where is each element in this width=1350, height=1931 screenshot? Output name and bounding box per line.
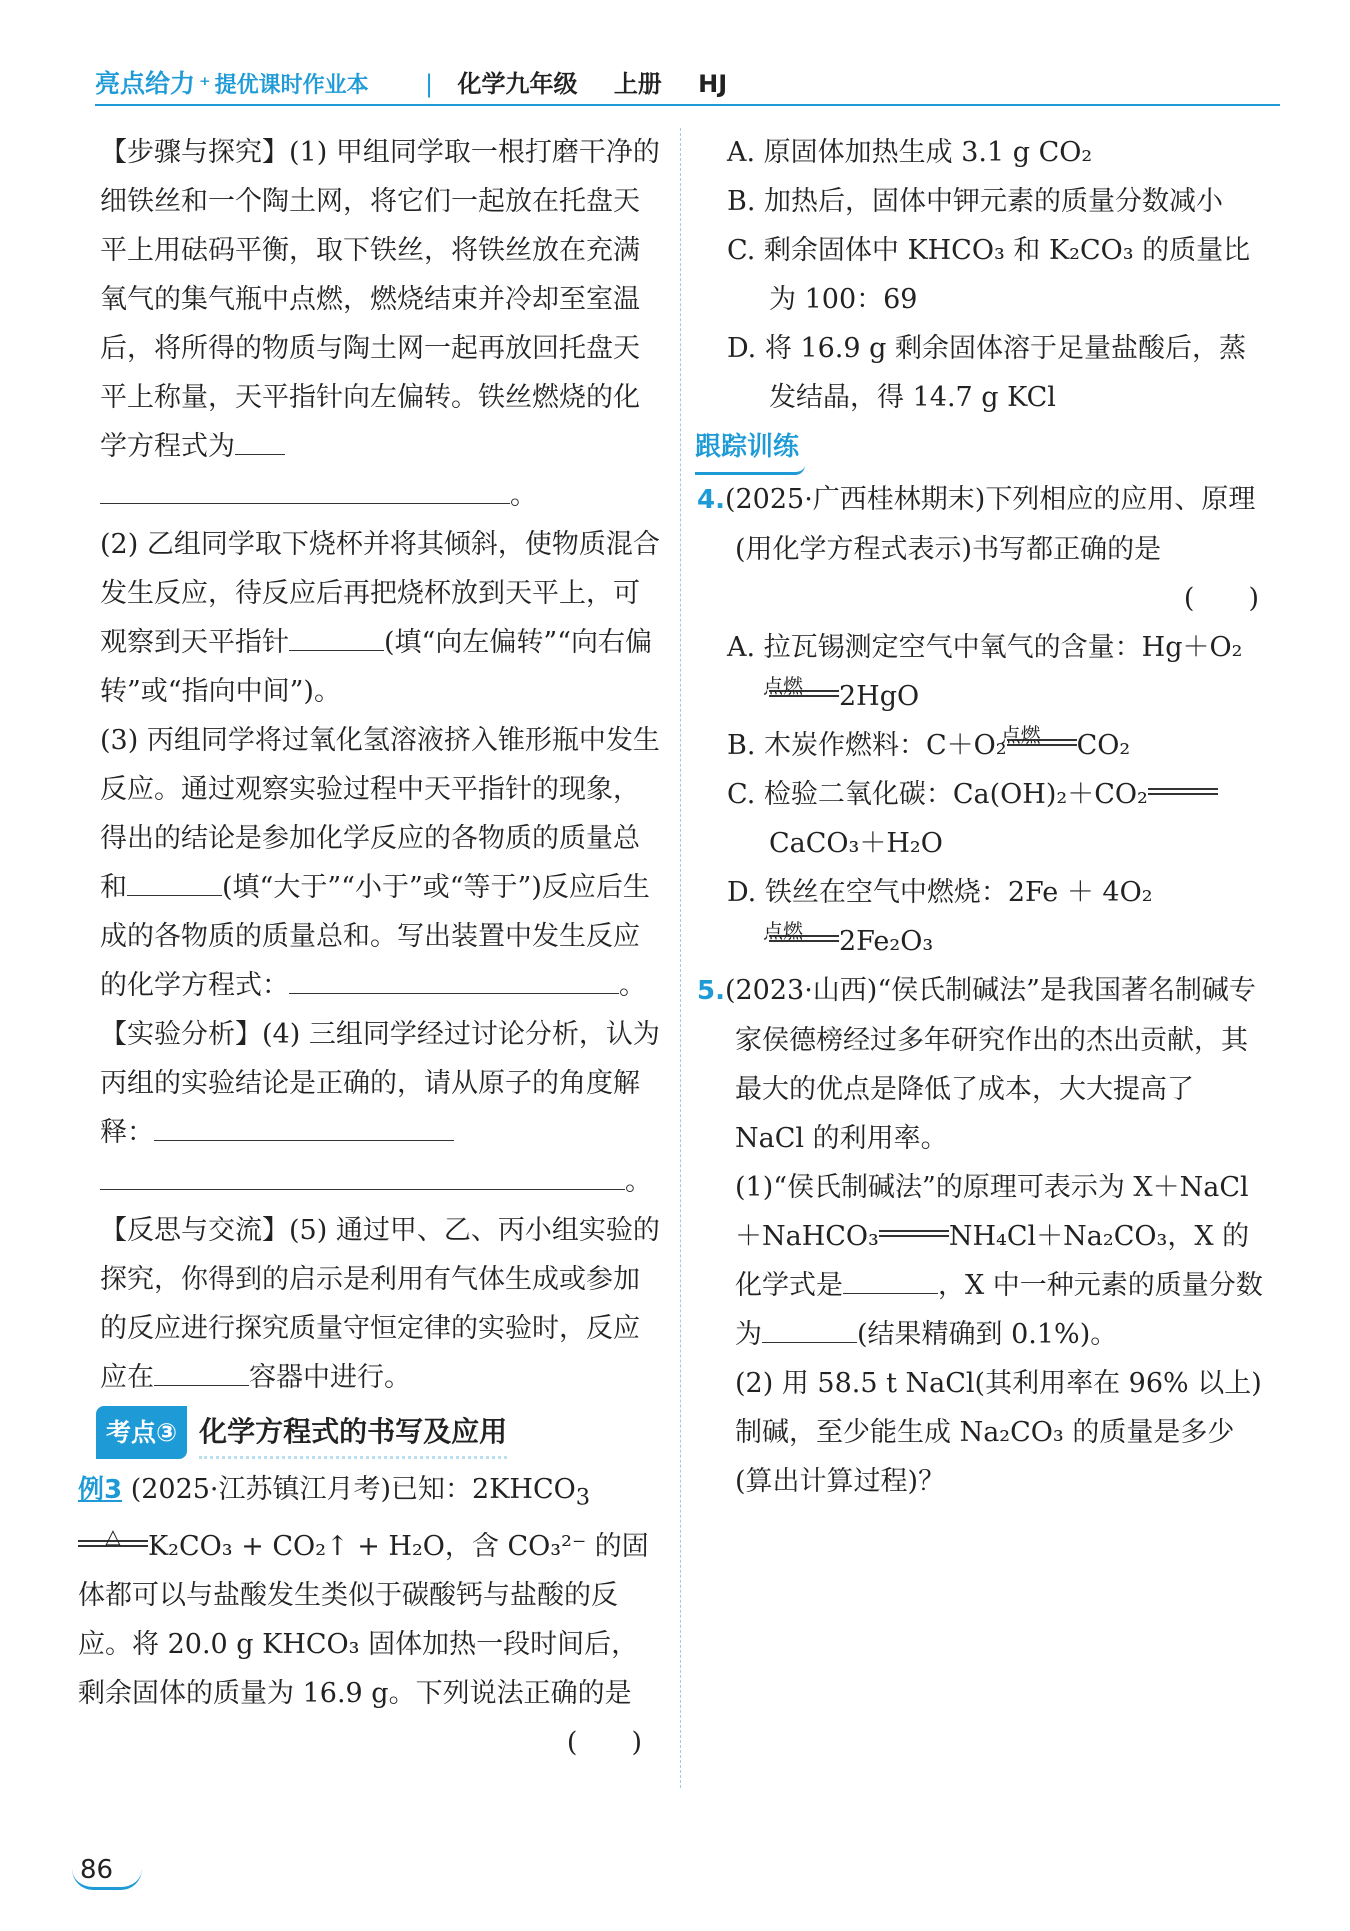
answer-blank[interactable]	[289, 622, 384, 651]
key-point-title: 化学方程式的书写及应用	[199, 1407, 507, 1459]
step-5	[100, 1206, 660, 1402]
reaction-condition	[78, 1524, 148, 1555]
q4-option-d	[697, 868, 1265, 966]
step-4-line: 。	[100, 1157, 660, 1206]
condition-label: 点燃	[763, 674, 803, 698]
answer-blank[interactable]	[127, 867, 222, 896]
header-subject: 化学九年级	[457, 70, 578, 98]
reaction-condition	[763, 919, 839, 950]
question-5-part-2: (2) 用 58.5 t NaCl(其利用率在 96% 以上)制碱，至少能生成 Na₂CO₃ 的质量是多少(算出计算过程)？	[735, 1368, 1262, 1497]
step-3-text: (3) 丙组同学将过氧化氢溶液挤入锥形瓶中发生反应。通过观察实验过程中天平指针的现象，得出的结论是参加化学反应的各物质的质量总和	[100, 725, 660, 903]
brand-logo: 亮点给力 ⁺ 提优课时作业本	[95, 69, 369, 98]
page-footer	[80, 1855, 113, 1885]
option-product: CaCO₃＋H₂O	[769, 828, 943, 859]
q4-option-b	[697, 721, 1265, 770]
answer-paren[interactable]: ( )	[566, 1727, 642, 1759]
reaction-condition	[1000, 723, 1077, 754]
option-product: CO₂	[1076, 730, 1131, 761]
option-b: B. 加热后，固体中钾元素的质量分数减小	[727, 186, 1224, 217]
answer-blank[interactable]	[100, 1161, 625, 1190]
condition-label: 点燃	[763, 919, 803, 943]
option-d: D. 将 16.9 g 剩余固体溶于足量盐酸后，蒸发结晶，得 14.7 g KCl	[727, 333, 1246, 413]
part-1-text: (1)“侯氏制碱法”的原理可表示为 X＋NaCl＋NaHCO₃	[735, 1172, 1249, 1252]
right-column	[697, 128, 1265, 1506]
option-text: C. 检验二氧化碳：Ca(OH)₂＋CO₂	[727, 779, 1148, 810]
question-4	[697, 475, 1265, 574]
step-4-text: 【实验分析】(4) 三组同学经过讨论分析，认为丙组的实验结论是正确的，请从原子的角度解释：	[100, 1019, 660, 1148]
answer-paren[interactable]: ( )	[1183, 583, 1259, 614]
option-text: D. 铁丝在空气中燃烧：2Fe ＋ 4O₂	[727, 877, 1153, 908]
answer-blank[interactable]	[154, 1112, 454, 1141]
condition-label: 点燃	[1000, 723, 1041, 747]
brand-name: 亮点给力	[95, 69, 196, 98]
condition-label: △	[105, 1524, 121, 1549]
key-point-badge: 考点③	[96, 1406, 187, 1459]
answer-blank[interactable]	[235, 426, 285, 455]
q4-option-a	[697, 623, 1265, 721]
step-1	[100, 128, 660, 471]
step-1-line: 。	[100, 471, 660, 520]
part-1-text: NH₄Cl＋Na₂CO₃，X 的化学式是	[735, 1221, 1250, 1301]
equals-sign	[1148, 788, 1218, 803]
step-1-text: 【步骤与探究】(1) 甲组同学取一根打磨干净的细铁丝和一个陶土网，将它们一起放在托盘天平上用砝码平衡，取下铁丝，将铁丝放在充满氧气的集气瓶中点燃，燃烧结束并冷却至室温后，将所得的物质与陶土网一起再放回托盘天平上称量，天平指针向左偏转。铁丝燃烧的化学方程式为	[100, 137, 660, 462]
option-text: B. 木炭作燃料：C＋O₂	[727, 730, 1007, 761]
answer-blank[interactable]	[154, 1357, 249, 1386]
example-3: 例3 (2025·江苏镇江月考)已知：$2KHCO_3$ △ K₂CO₃ + CO₂↑ + H₂O，含 CO₃²⁻ 的固体都可以与盐酸发生类似于碳酸钙与盐酸的反应。将 20.0 g KHCO₃ 固体加热一段时间后，剩余固体的质量为 16.9 g。下列说法正确的是 ( )	[78, 1465, 660, 1718]
step-3: (3) 丙组同学将过氧化氢溶液挤入锥形瓶中发生反应。通过观察实验过程中天平指针的现象，得出的结论是参加化学反应的各物质的质量总和 (填“大于”“小于”或“等于”)反应后生成的各物质的质量总和。写出装置中发生反应的化学方程式： 。	[100, 725, 660, 1001]
header-info: | 化学九年级 上册 HJ	[425, 70, 728, 98]
example-body: K₂CO₃ + CO₂↑ + H₂O，含 CO₃²⁻ 的固体都可以与盐酸发生类似于碳酸钙与盐酸的反应。将 20.0 g KHCO₃ 固体加热一段时间后，剩余固体的质量为 16.9 g。下列说法正确的是	[78, 1531, 649, 1710]
page-number-decoration	[72, 1869, 142, 1890]
part-1-text: (结果精确到 0.1%)。	[857, 1319, 1118, 1350]
answer-blank[interactable]	[289, 965, 619, 994]
section-title: 跟踪训练	[695, 423, 805, 475]
question-5	[697, 966, 1265, 1163]
step-5-tail: 容器中进行。	[249, 1362, 411, 1393]
key-point-heading	[96, 1406, 660, 1459]
option-text: A. 拉瓦锡测定空气中氧气的含量：Hg＋O₂	[727, 632, 1243, 663]
question-5-text: (2023·山西)“侯氏制碱法”是我国著名制碱专家侯德榜经过多年研究作出的杰出贡献，其最大的优点是降低了成本，大大提高了 NaCl 的利用率。	[724, 975, 1256, 1154]
question-4-text: (2025·广西桂林期末)下列相应的应用、原理(用化学方程式表示)书写都正确的是	[724, 484, 1256, 565]
answer-blank[interactable]	[762, 1314, 857, 1343]
series-name: 提优课时作业本	[214, 73, 369, 98]
example-source: (2025·江苏镇江月考)已知：2KHCO	[130, 1474, 576, 1505]
header-edition: HJ	[698, 70, 728, 98]
question-number: 5.	[697, 976, 725, 1006]
answer-blank[interactable]	[100, 475, 510, 504]
answer-blank[interactable]	[843, 1265, 938, 1294]
step-5-text: 【反思与交流】(5) 通过甲、乙、丙小组实验的探究，你得到的启示是利用有气体生成或参加的反应进行探究质量守恒定律的实验时，反应应在	[100, 1215, 660, 1393]
option-a: A. 原固体加热生成 3.1 g CO₂	[727, 137, 1093, 168]
header-volume: 上册	[613, 70, 662, 98]
step-4	[100, 1010, 660, 1157]
example-label: 例3	[78, 1475, 123, 1505]
step-3-hint: (填“大于”“小于”或“等于”)反应后生成的各物质的质量总和。写出装置中发生反应的化学方程式：	[100, 872, 650, 1001]
option-product: 2Fe₂O₃	[839, 926, 934, 957]
page-number: 86	[80, 1855, 114, 1885]
column-divider	[680, 128, 681, 1788]
reaction-condition	[763, 674, 839, 705]
question-5-part-1	[697, 1163, 1265, 1359]
equals-sign	[879, 1230, 949, 1245]
question-number: 4.	[697, 485, 725, 515]
left-column	[78, 128, 660, 1767]
step-2	[100, 520, 660, 716]
q4-option-c	[697, 770, 1265, 868]
option-c: C. 剩余固体中 KHCO₃ 和 K₂CO₃ 的质量比为 100：69	[727, 235, 1251, 315]
step-2-hint: (填“向左偏转”“向右偏转”或“指向中间”)。	[100, 627, 652, 707]
page-header	[95, 62, 1280, 106]
option-product: 2HgO	[839, 681, 920, 712]
part-1-text: ，X 中一种元素的质量分数为	[735, 1270, 1263, 1350]
step-2-text: (2) 乙组同学取下烧杯并将其倾斜，使物质混合发生反应，待反应后再把烧杯放到天平上，可观察到天平指针	[100, 529, 660, 658]
